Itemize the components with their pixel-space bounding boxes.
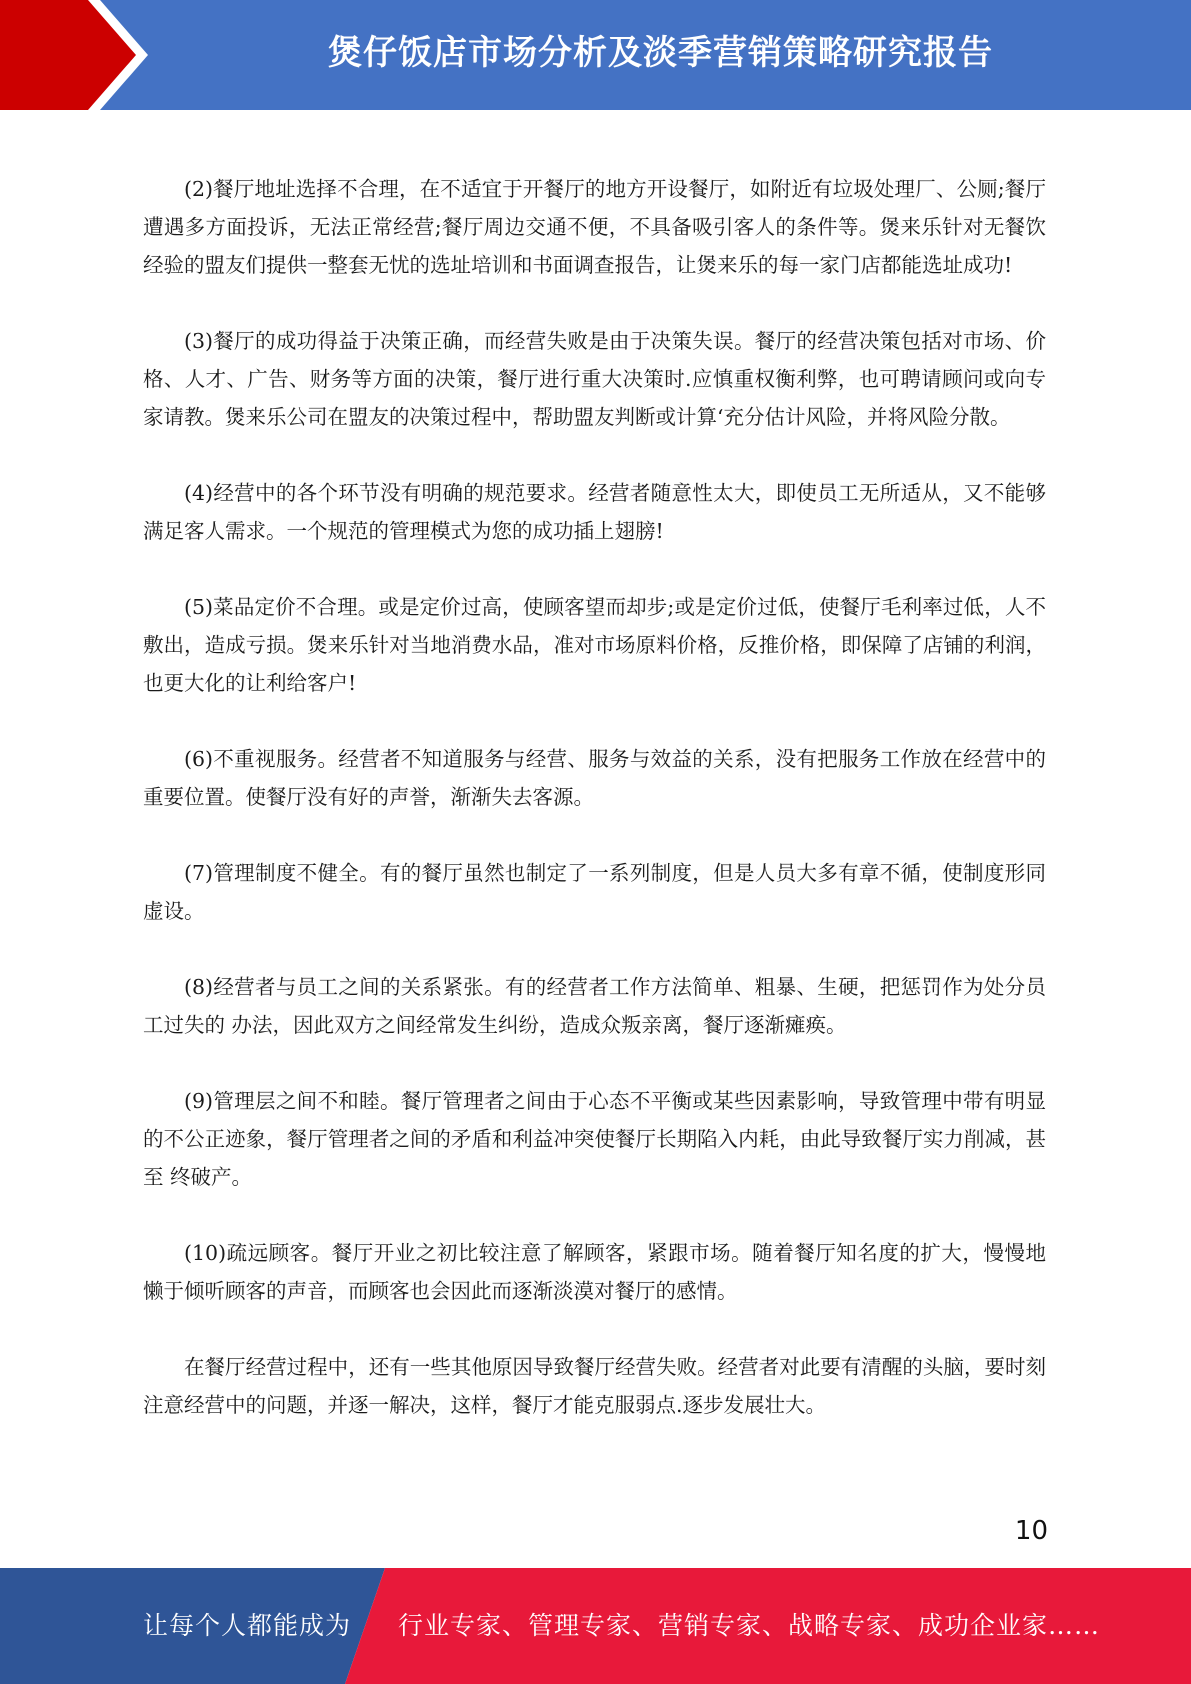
page-footer bbox=[0, 1568, 1191, 1684]
paragraph: (9)管理层之间不和睦。餐厅管理者之间由于心态不平衡或某些因素影响，导致管理中带有明显的不公正迹象，餐厅管理者之间的矛盾和利益冲突使餐厅长期陷入内耗，由此导致餐厅实力削减，甚至 终破产。 bbox=[143, 1089, 1046, 1189]
footer-slogan-right: 行业专家、管理专家、营销专家、战略专家、成功企业家…… bbox=[398, 1611, 1101, 1640]
page-header bbox=[0, 0, 1191, 110]
paragraph: (4)经营中的各个环节没有明确的规范要求。经营者随意性太大，即使员工无所适从，又不能够满足客人需求。一个规范的管理模式为您的成功插上翅膀! bbox=[143, 481, 1046, 543]
footer-slogan-left: 让每个人都能成为 bbox=[143, 1611, 352, 1640]
paragraph: 在餐厅经营过程中，还有一些其他原因导致餐厅经营失败。经营者对此要有清醒的头脑，要时刻注意经营中的问题，并逐一解决，这样，餐厅才能克服弱点.逐步发展壮大。 bbox=[143, 1355, 1046, 1417]
page-number: 10 bbox=[1014, 1516, 1048, 1546]
paragraph: (5)菜品定价不合理。或是定价过高，使顾客望而却步;或是定价过低，使餐厅毛利率过低，人不敷出，造成亏损。煲来乐针对当地消费水品，准对市场原料价格，反推价格，即保障了店铺的利润，也更大化的让利给客户! bbox=[143, 595, 1046, 695]
document-body bbox=[143, 170, 1046, 1424]
paragraph: (2)餐厅地址选择不合理，在不适宜于开餐厅的地方开设餐厅，如附近有垃圾处理厂、公厕;餐厅遭遇多方面投诉，无法正常经营;餐厅周边交通不便，不具备吸引客人的条件等。煲来乐针对无餐饮经验的盟友们提供一整套无忧的选址培训和书面调查报告，让煲来乐的每一家门店都能选址成功! bbox=[143, 177, 1046, 277]
paragraph: (8)经营者与员工之间的关系紧张。有的经营者工作方法简单、粗暴、生硬，把惩罚作为处分员工过失的 办法，因此双方之间经常发生纠纷，造成众叛亲离，餐厅逐渐瘫痪。 bbox=[143, 975, 1046, 1037]
arrow-decoration-icon bbox=[0, 0, 160, 110]
paragraph: (7)管理制度不健全。有的餐厅虽然也制定了一系列制度，但是人员大多有章不循，使制度形同虚设。 bbox=[143, 861, 1046, 923]
paragraph: (3)餐厅的成功得益于决策正确，而经营失败是由于决策失误。餐厅的经营决策包括对市场、价格、人才、广告、财务等方面的决策，餐厅进行重大决策时.应慎重权衡利弊，也可聘请顾问或向专家请教。煲来乐公司在盟友的决策过程中，帮助盟友判断或计算‘充分估计风险，并将风险分散。 bbox=[143, 329, 1046, 429]
document-title: 煲仔饭店市场分析及淡季营销策略研究报告 bbox=[328, 33, 993, 73]
paragraph: (6)不重视服务。经营者不知道服务与经营、服务与效益的关系，没有把服务工作放在经营中的重要位置。使餐厅没有好的声誉，渐渐失去客源。 bbox=[143, 747, 1046, 809]
paragraph: (10)疏远顾客。餐厅开业之初比较注意了解顾客，紧跟市场。随着餐厅知名度的扩大，慢慢地懒于倾听顾客的声音，而顾客也会因此而逐渐淡漠对餐厅的感情。 bbox=[143, 1241, 1046, 1303]
